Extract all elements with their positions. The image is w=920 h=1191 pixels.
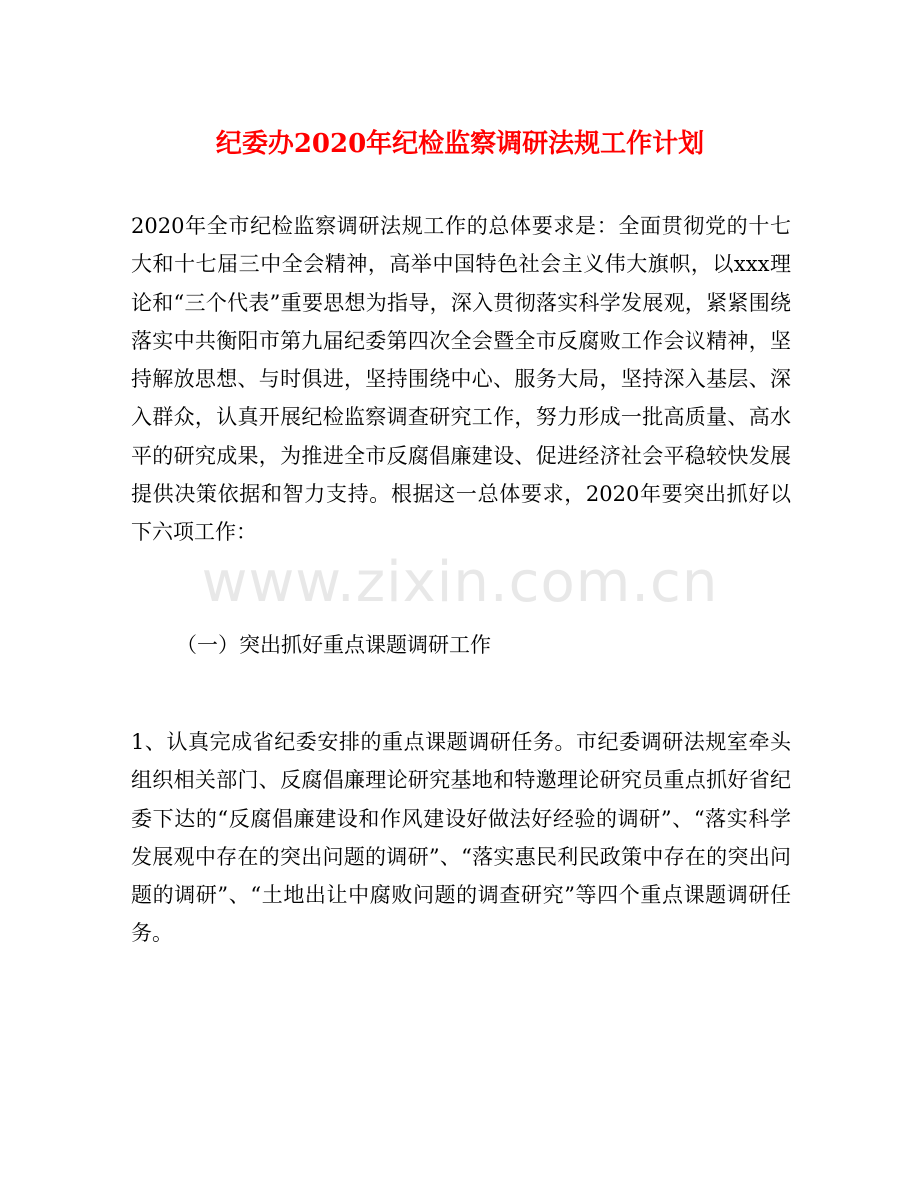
- intro-paragraph: 2020年全市纪检监察调研法规工作的总体要求是：全面贯彻党的十七大和十七届三中全会精神，高举中国特色社会主义伟大旗帜，以xxx理论和“三个代表”重要思想为指导，深入贯彻落实科学发展观，紧紧围绕落实中共衡阳市第九届纪委第四次全会暨全市反腐败工作会议精神，坚持解放思想、与时俱进，坚持围绕中心、服务大局，坚持深入基层、深入群众，认真开展纪检监察调查研究工作，努力形成一批高质量、高水平的研究成果，为推进全市反腐倡廉建设、促进经济社会平稳较快发展提供决策依据和智力支持。根据这一总体要求，2020年要突出抓好以下六项工作：: [131, 214, 791, 545]
- task-paragraph: 1、认真完成省纪委安排的重点课题调研任务。市纪委调研法规室牵头组织相关部门、反腐倡廉理论研究基地和特邀理论研究员重点抓好省纪委下达的“反腐倡廉建设和作风建设好做法好经验的调研”、“落实科学发展观中存在的突出问题的调研”、“落实惠民利民政策中存在的突出问题的调研”、“土地出让中腐败问题的调查研究”等四个重点课题调研任务。: [131, 730, 791, 946]
- section-heading: （一）突出抓好重点课题调研工作: [176, 633, 491, 657]
- document-title: 纪委办2020年纪检监察调研法规工作计划: [215, 129, 705, 159]
- watermark: www.zixin.com.cn: [201, 550, 719, 615]
